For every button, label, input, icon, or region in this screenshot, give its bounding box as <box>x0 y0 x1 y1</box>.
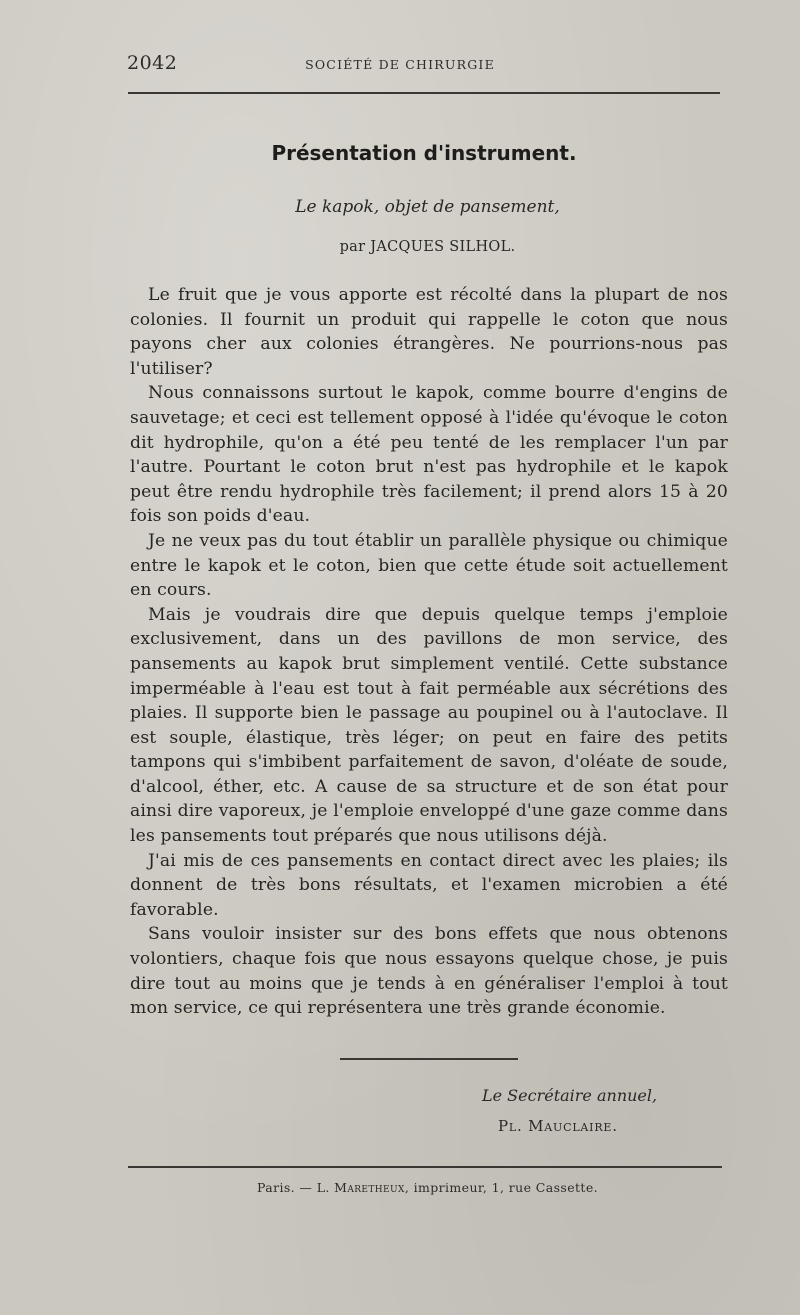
closing-rule <box>340 1058 518 1060</box>
paragraph: Je ne veux pas du tout établir un parallèle physique ou chimique entre le kapok et le coton, bien que cette étude soit actuellement en cours. <box>130 530 728 601</box>
paragraph: Sans vouloir insister sur des bons effets que nous obtenons volontiers, chaque fois que nous essayons quelque chose, je puis dire tout au moins que je tends à en généraliser l'emploi à tout mon service, ce qui représentera une très grande économie. <box>130 924 728 1019</box>
header-rule <box>128 92 720 94</box>
page-number: 2042 <box>127 52 178 74</box>
imprint-prefix: Paris. — L. <box>256 1180 330 1195</box>
paragraph: Le fruit que je vous apporte est récolté dans la plupart de nos colonies. Il fournit un produit qui rappelle le coton que nous payons cher aux colonies étrangères. Ne pourrions-nous pas l'utiliser? <box>130 285 728 379</box>
signature-name: Pl. Mauclaire. <box>498 1117 618 1135</box>
article-body <box>130 283 728 1021</box>
footer-rule <box>128 1166 722 1168</box>
paragraph: Nous connaissons surtout le kapok, comme bourre d'engins de sauvetage; et ceci est tellement opposé à l'idée qu'évoque le coton dit hydrophile, qu'on a été peu tenté de les remplacer l'un par l'autre. Pourtant le coton brut n'est pas hydrophile et le kapok peut être rendu hydrophile très facilement; il prend alors 15 à 20 fois son poids d'eau. <box>130 383 728 527</box>
signature-role: Le Secrétaire annuel, <box>482 1086 658 1105</box>
article-subtitle: Le kapok, objet de pansement, <box>295 197 560 217</box>
section-title: Présentation d'instrument. <box>271 141 577 165</box>
printer-imprint <box>0 1180 800 1195</box>
imprint-printer-name: Maretheux <box>334 1180 405 1195</box>
running-head: SOCIÉTÉ DE CHIRURGIE <box>305 57 495 72</box>
byline: par JACQUES SILHOL. <box>339 239 516 255</box>
paragraph: J'ai mis de ces pansements en contact direct avec les plaies; ils donnent de très bons résultats, et l'examen microbien a été favorable. <box>130 850 728 920</box>
imprint-suffix: , imprimeur, 1, rue Cassette. <box>404 1180 599 1195</box>
paragraph: Mais je voudrais dire que depuis quelque temps j'emploie exclusivement, dans un des pavillons de mon service, des pansements au kapok brut simplement ventilé. Cette substance imperméable à l'eau est tout à fait perméable aux sécrétions des plaies. Il supporte bien le passage au poupinel ou à l'autoclave. Il est souple, élastique, très léger; on peut en faire des petits tampons qui s'imbibent parfaitement de savon, d'oléate de soude, d'alcool, éther, etc. A cause de sa structure et de son état pour ainsi dire vaporeux, je l'emploie enveloppé d'une gaze comme dans les pansements tout préparés que nous utilisons déjà. <box>130 604 728 847</box>
